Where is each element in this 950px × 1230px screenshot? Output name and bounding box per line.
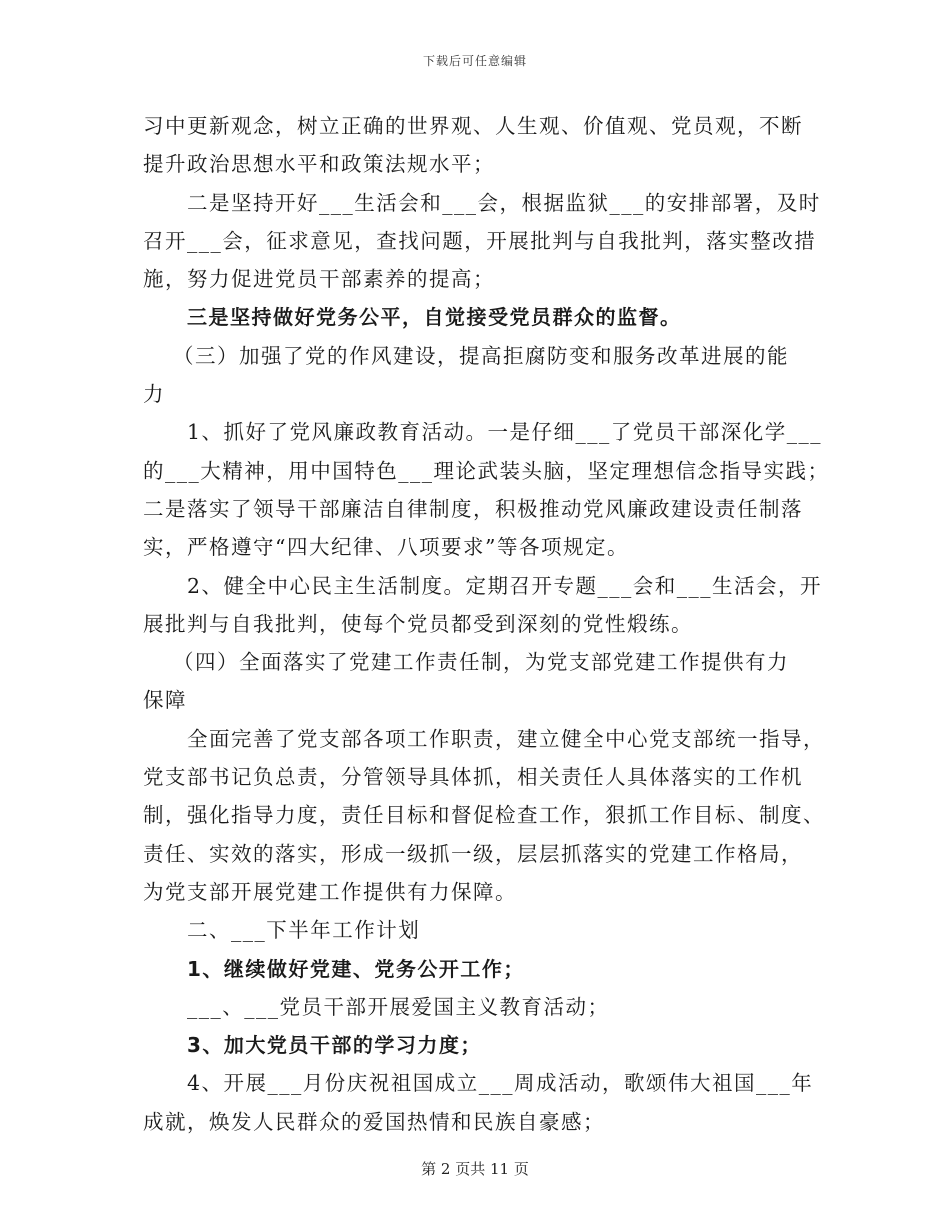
page-number: 第 2 页共 11 页 xyxy=(421,1160,529,1178)
text-line: 成就，焕发人民群众的爱国热情和民族自豪感； xyxy=(143,1109,605,1134)
text-line: 3、加大党员干部的学习力度； xyxy=(187,1033,482,1058)
text-line: 保障 xyxy=(143,688,187,713)
header-note: 下载后可任意编辑 xyxy=(422,54,527,68)
text-line: 召开___会，征求意见，查找问题，开展批判与自我批判，落实整改措 xyxy=(143,228,817,253)
text-line: 展批判与自我批判，使每个党员都受到深刻的党性煅练。 xyxy=(143,611,693,636)
text-line: 党支部书记负总责，分管领导具体抓，相关责任人具体落实的工作机 xyxy=(143,765,803,790)
text-line: 全面完善了党支部各项工作职责，建立健全中心党支部统一指导， xyxy=(187,726,825,751)
text-line: （四）全面落实了党建工作责任制，为党支部党建工作提供有力 xyxy=(173,650,789,675)
text-line: 为党支部开展党建工作提供有力保障。 xyxy=(143,879,517,904)
text-line: 的___大精神，用中国特色___理论武装头脑，坚定理想信念指导实践； xyxy=(143,458,830,483)
text-line: （三）加强了党的作风建设，提高拒腐防变和服务改革进展的能 xyxy=(173,343,789,368)
text-line: 提升政治思想水平和政策法规水平； xyxy=(143,152,495,177)
text-line: 力 xyxy=(143,382,165,407)
text-line: 责任、实效的落实，形成一级抓一级，层层抓落实的党建工作格局， xyxy=(143,841,803,866)
text-line: 二是落实了领导干部廉洁自律制度，积极推动党风廉政建设责任制落 xyxy=(143,496,803,521)
text-line: 二、___下半年工作计划 xyxy=(187,918,421,943)
document-body xyxy=(143,107,830,1141)
text-line: 2、健全中心民主生活制度。定期召开专题___会和___生活会，开 xyxy=(187,573,823,598)
text-line: 1、抓好了党风廉政教育活动。一是仔细___了党员干部深化学___ xyxy=(187,420,823,445)
text-line: ___、___党员干部开展爱国主义教育活动； xyxy=(187,994,610,1019)
text-line: 1、继续做好党建、党务公开工作； xyxy=(187,956,525,981)
text-line: 习中更新观念，树立正确的世界观、人生观、价值观、党员观，不断 xyxy=(143,114,803,138)
text-line: 4、开展___月份庆祝祖国成立___周成活动，歌颂伟大祖国___年 xyxy=(187,1071,814,1096)
text-line: 实，严格遵守“四大纪律、八项要求”等各项规定。 xyxy=(143,535,629,560)
text-line: 施，努力促进党员干部素养的提高； xyxy=(143,267,495,292)
text-line: 制，强化指导力度，责任目标和督促检查工作，狠抓工作目标、制度、 xyxy=(143,803,825,828)
text-line: 二是坚持开好___生活会和___会，根据监狱___的安排部署，及时 xyxy=(187,190,821,215)
text-line: 三是坚持做好党务公平，自觉接受党员群众的监督。 xyxy=(187,305,682,330)
